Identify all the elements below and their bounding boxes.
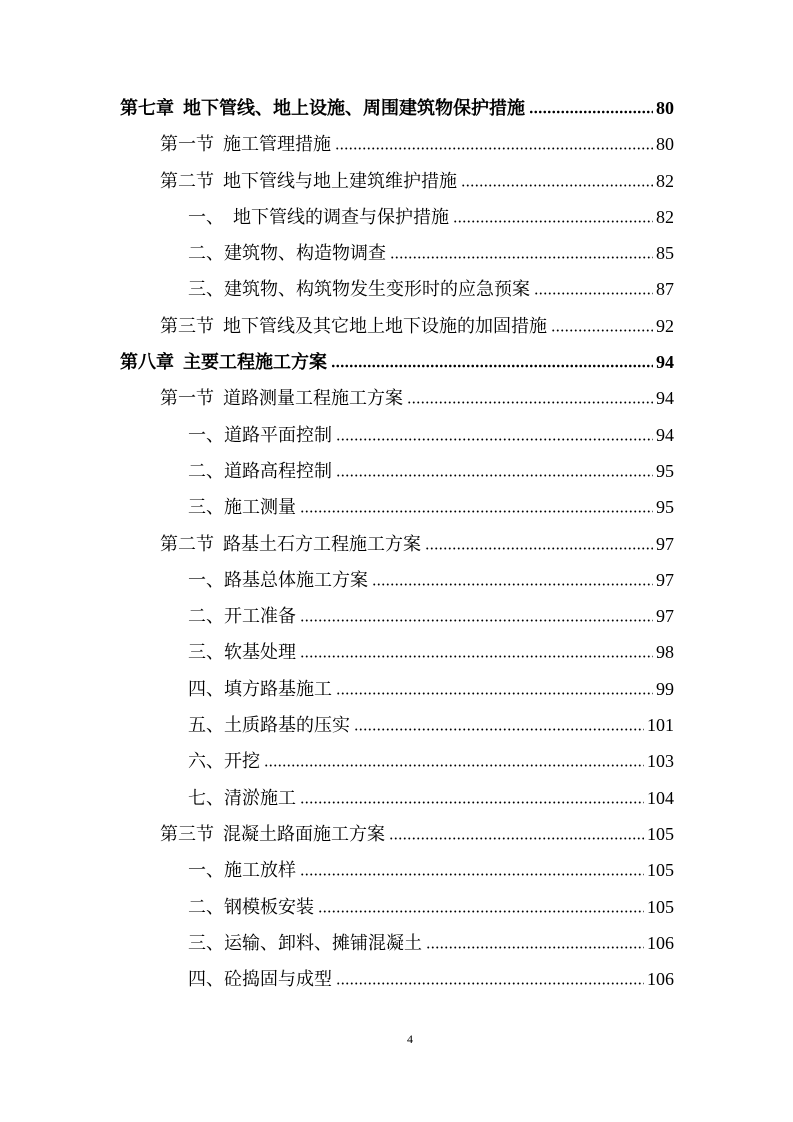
toc-entry-page: 99 — [656, 678, 674, 699]
toc-chapter-entry — [120, 344, 674, 380]
toc-entry-page: 104 — [647, 787, 674, 808]
toc-dot-leader — [372, 583, 653, 586]
toc-entry-title: 第三节 地下管线及其它地上地下设施的加固措施 — [160, 315, 547, 336]
toc-dot-leader — [389, 837, 644, 840]
toc-dot-leader — [300, 619, 653, 622]
toc-item-entry — [120, 889, 674, 925]
toc-entry-title: 一、 地下管线的调查与保护措施 — [188, 206, 449, 227]
toc-item-entry — [120, 925, 674, 961]
toc-section-entry — [120, 380, 674, 416]
toc-entry-title: 第二节 路基土石方工程施工方案 — [160, 533, 421, 554]
toc-item-entry — [120, 634, 674, 670]
toc-dot-leader — [390, 256, 653, 259]
toc-entry-title: 第三节 混凝土路面施工方案 — [160, 823, 385, 844]
toc-dot-leader — [300, 873, 644, 876]
toc-entry-title: 四、填方路基施工 — [188, 678, 332, 699]
toc-entry-page: 94 — [656, 424, 674, 445]
toc-dot-leader — [335, 147, 653, 150]
toc-entry-page: 80 — [656, 134, 674, 155]
toc-entry-title: 六、开挖 — [188, 751, 260, 772]
toc-dot-leader — [331, 364, 653, 368]
toc-dot-leader — [336, 474, 653, 477]
toc-entry-page: 105 — [647, 896, 674, 917]
toc-dot-leader — [336, 982, 644, 985]
toc-entry-title: 二、道路高程控制 — [188, 460, 332, 481]
toc-dot-leader — [551, 329, 653, 332]
toc-entry-page: 98 — [656, 642, 674, 663]
toc-entry-page: 95 — [656, 497, 674, 518]
toc-item-entry — [120, 780, 674, 816]
toc-entry-page: 87 — [656, 279, 674, 300]
toc-entry-title: 四、砼捣固与成型 — [188, 969, 332, 990]
toc-dot-leader — [529, 110, 653, 114]
toc-entry-title: 二、开工准备 — [188, 606, 296, 627]
toc-dot-leader — [426, 946, 644, 949]
toc-entry-title: 三、软基处理 — [188, 642, 296, 663]
toc-dot-leader — [453, 220, 653, 223]
toc-entry-title: 第一节 道路测量工程施工方案 — [160, 388, 403, 409]
toc-entry-title: 三、建筑物、构筑物发生变形时的应急预案 — [188, 279, 530, 300]
toc-entry-page: 85 — [656, 243, 674, 264]
toc-entry-page: 101 — [647, 715, 674, 736]
toc-item-entry — [120, 743, 674, 779]
toc-dot-leader — [300, 510, 653, 513]
toc-dot-leader — [300, 801, 644, 804]
toc-dot-leader — [407, 401, 653, 404]
toc-entry-title: 二、建筑物、构造物调查 — [188, 243, 386, 264]
toc-entry-title: 第七章 地下管线、地上设施、周围建筑物保护措施 — [120, 98, 525, 118]
toc-dot-leader — [534, 292, 653, 295]
toc-entry-title: 三、运输、卸料、摊铺混凝土 — [188, 932, 422, 953]
page-number: 4 — [407, 1032, 413, 1046]
toc-section-entry — [120, 526, 674, 562]
toc-dot-leader — [461, 184, 653, 187]
toc-entry-title: 一、施工放样 — [188, 860, 296, 881]
toc-entry-page: 97 — [656, 533, 674, 554]
toc-item-entry — [120, 961, 674, 997]
toc-entry-page: 105 — [647, 823, 674, 844]
toc-dot-leader — [300, 655, 653, 658]
toc-item-entry — [120, 453, 674, 489]
toc-entry-page: 82 — [656, 170, 674, 191]
toc-entry-title: 第一节 施工管理措施 — [160, 134, 331, 155]
toc-item-entry — [120, 489, 674, 525]
toc-entry-title: 第八章 主要工程施工方案 — [120, 352, 327, 373]
toc-entry-title: 五、土质路基的压实 — [188, 715, 350, 736]
toc-entry-page: 97 — [656, 569, 674, 590]
toc-entry-title: 二、钢模板安装 — [188, 896, 314, 917]
toc-dot-leader — [264, 764, 644, 767]
toc-section-entry — [120, 163, 674, 199]
toc-entry-title: 第二节 地下管线与地上建筑维护措施 — [160, 170, 457, 191]
toc-entry-page: 94 — [656, 388, 674, 409]
toc-item-entry — [120, 671, 674, 707]
toc-dot-leader — [336, 438, 653, 441]
toc-entry-title: 七、清淤施工 — [188, 787, 296, 808]
toc-entry-page: 97 — [656, 606, 674, 627]
toc-item-entry — [120, 598, 674, 634]
toc-item-entry — [120, 199, 674, 235]
table-of-contents — [120, 90, 674, 997]
toc-entry-title: 一、路基总体施工方案 — [188, 569, 368, 590]
toc-dot-leader — [354, 728, 644, 731]
toc-section-entry — [120, 816, 674, 852]
toc-entry-title: 一、道路平面控制 — [188, 424, 332, 445]
toc-entry-title: 三、施工测量 — [188, 497, 296, 518]
toc-item-entry — [120, 852, 674, 888]
toc-entry-page: 106 — [647, 932, 674, 953]
toc-item-entry — [120, 707, 674, 743]
toc-chapter-entry — [120, 90, 674, 126]
toc-entry-page: 105 — [647, 860, 674, 881]
toc-section-entry — [120, 308, 674, 344]
toc-entry-page: 103 — [647, 751, 674, 772]
toc-section-entry — [120, 126, 674, 162]
toc-item-entry — [120, 235, 674, 271]
toc-entry-page: 82 — [656, 206, 674, 227]
toc-entry-page: 95 — [656, 460, 674, 481]
toc-entry-page: 92 — [656, 315, 674, 336]
toc-item-entry — [120, 417, 674, 453]
toc-entry-page: 106 — [647, 969, 674, 990]
toc-dot-leader — [318, 910, 644, 913]
toc-dot-leader — [425, 547, 653, 550]
toc-item-entry — [120, 271, 674, 307]
toc-entry-page: 94 — [656, 352, 674, 373]
toc-entry-page: 80 — [656, 98, 674, 118]
toc-dot-leader — [336, 692, 653, 695]
toc-item-entry — [120, 562, 674, 598]
